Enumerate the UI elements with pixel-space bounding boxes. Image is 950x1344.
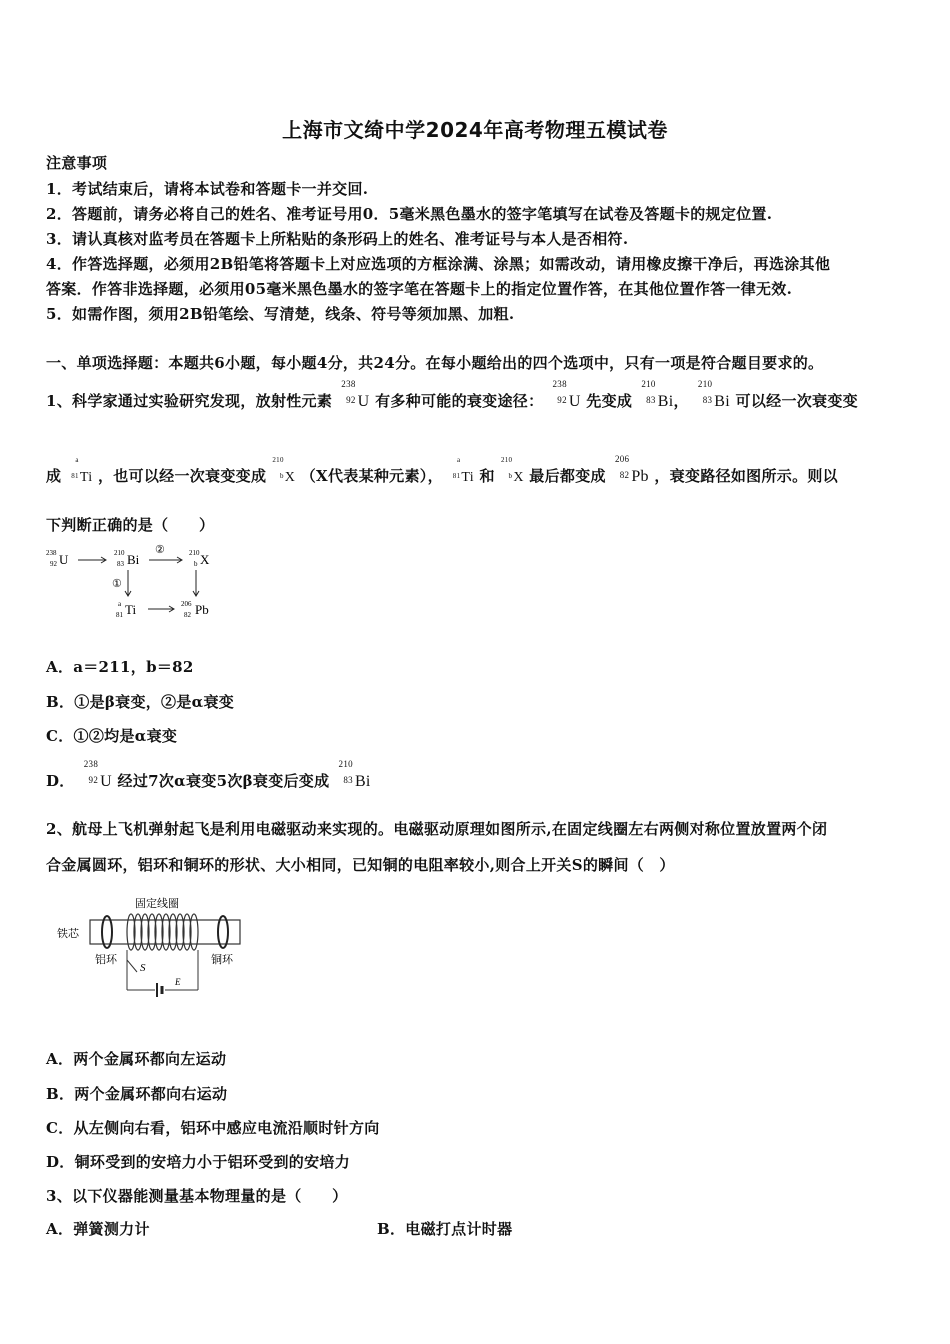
q2-option-b[interactable]: B．两个金属环都向右运动 bbox=[46, 1085, 228, 1103]
notice-item: 3．请认真核对监考员在答题卡上所粘贴的条形码上的姓名、准考证号与本人是否相符. bbox=[46, 230, 629, 248]
diagram-ti-sym: Ti bbox=[125, 602, 137, 617]
q2-option-c[interactable]: C．从左侧向右看，铝环中感应电流沿顺时针方向 bbox=[46, 1119, 380, 1137]
q2-line1: 2、航母上飞机弹射起飞是利用电磁驱动来实现的。电磁驱动原理如图所示,在固定线圈左右两侧对称位置放置两个闭 bbox=[46, 820, 828, 838]
q2-option-d[interactable]: D．铜环受到的安培力小于铝环受到的安培力 bbox=[46, 1153, 351, 1171]
diagram-u-sym: U bbox=[59, 552, 69, 567]
copper-ring bbox=[218, 916, 228, 948]
isotope-u238: 238 92 U bbox=[552, 379, 581, 410]
diagram-bi-z: 83 bbox=[117, 560, 124, 568]
q1-option-b[interactable]: B．①是β衰变，②是α衰变 bbox=[46, 693, 235, 711]
diagram-x-sym: X bbox=[200, 552, 210, 567]
isotope-ti: a 81 Ti bbox=[71, 456, 93, 485]
diagram-u-mass: 238 bbox=[46, 549, 57, 557]
core-label: 铁芯 bbox=[57, 928, 79, 940]
diagram-bi-mass: 210 bbox=[114, 549, 125, 557]
diagram-pb-sym: Pb bbox=[195, 602, 209, 617]
diagram-ti-z: 81 bbox=[116, 611, 123, 619]
q1-line1: 1、科学家通过实验研究发现，放射性元素 238 92 U 有多种可能的衰变途径： 238 92 U 先变成 210 83 Bi， 210 83 Bi 可以经一次衰变变 bbox=[46, 379, 858, 410]
q1-option-c[interactable]: C．①②均是α衰变 bbox=[46, 727, 178, 745]
notice-item: 5．如需作图，须用2B铅笔绘、写清楚，线条、符号等须加黑、加粗. bbox=[46, 305, 515, 323]
isotope-ti: a 81 Ti bbox=[452, 456, 474, 485]
diagram-ti-mass: a bbox=[118, 600, 122, 608]
isotope-bi210: 210 83 Bi bbox=[641, 379, 674, 410]
isotope-bi210: 210 83 Bi bbox=[338, 759, 371, 790]
page-title: 上海市文绮中学2024年高考物理五模试卷 bbox=[282, 118, 668, 142]
aluminum-ring bbox=[102, 916, 112, 948]
coil-label: 固定线圈 bbox=[135, 898, 179, 910]
notice-item: 答案．作答非选择题，必须用05毫米黑色墨水的签字笔在答题卡上的指定位置作答，在其他位置作答一律无效. bbox=[46, 280, 793, 298]
diagram-pb-mass: 206 bbox=[181, 600, 192, 608]
diagram-x-z: b bbox=[194, 560, 198, 568]
battery-label: E bbox=[175, 977, 181, 987]
notice-heading: 注意事项 bbox=[46, 154, 108, 172]
step1-label: ① bbox=[112, 578, 122, 590]
q1-option-a[interactable]: A．a＝211，b＝82 bbox=[46, 658, 194, 676]
section-heading: 一、单项选择题：本题共6小题，每小题4分，共24分。在每小题给出的四个选项中，只有一项是符合题目要求的。 bbox=[46, 354, 824, 372]
al-label: 铝环 bbox=[95, 954, 117, 966]
step2-label: ② bbox=[155, 544, 165, 556]
q1-line3: 下判断正确的是（ ） bbox=[46, 516, 215, 534]
isotope-x: 210 b X bbox=[272, 456, 296, 485]
isotope-bi210: 210 83 Bi bbox=[697, 379, 731, 410]
isotope-u238: 238 92 U bbox=[341, 379, 370, 410]
q3-option-b[interactable]: B．电磁打点计时器 bbox=[377, 1220, 513, 1238]
switch-label: S bbox=[140, 962, 146, 974]
diagram-bi-sym: Bi bbox=[127, 552, 140, 567]
diagram-pb-z: 82 bbox=[184, 611, 191, 619]
isotope-x: 210 b X bbox=[500, 456, 524, 485]
diagram-u-z: 92 bbox=[50, 560, 57, 568]
q2-line2: 合金属圆环，铝环和铜环的形状、大小相同，已知铜的电阻率较小,则合上开关S的瞬间（ ） bbox=[46, 856, 675, 874]
q1-line2: 成 a 81 Ti ，也可以经一次衰变变成 210 b X （X代表某种元素）， a 81 Ti 和 210 b X 最后都变成 206 82 Pb ，衰变路径如图所示。则以 bbox=[46, 454, 838, 485]
coil-figure bbox=[55, 890, 255, 1000]
notice-item: 1．考试结束后，请将本试卷和答题卡一并交回. bbox=[46, 180, 369, 198]
notice-item: 2．答题前，请务必将自己的姓名、准考证号用0．5毫米黑色墨水的签字笔填写在试卷及答题卡的规定位置. bbox=[46, 205, 773, 223]
decay-diagram bbox=[44, 540, 234, 625]
diagram-x-mass: 210 bbox=[189, 549, 200, 557]
isotope-pb206: 206 82 Pb bbox=[614, 454, 649, 485]
q3-stem: 3、以下仪器能测量基本物理量的是（ ） bbox=[46, 1187, 348, 1205]
circuit-wires bbox=[127, 950, 198, 990]
q1-option-d[interactable]: D． 238 92 U 经过7次α衰变5次β衰变后变成 210 83 Bi bbox=[46, 759, 371, 790]
cu-label: 铜环 bbox=[211, 954, 233, 966]
q2-option-a[interactable]: A．两个金属环都向左运动 bbox=[46, 1050, 227, 1068]
q3-option-a[interactable]: A．弹簧测力计 bbox=[46, 1220, 150, 1238]
isotope-u238: 238 92 U bbox=[83, 759, 112, 790]
notice-item: 4．作答选择题，必须用2B铅笔将答题卡上对应选项的方框涂满、涂黑；如需改动，请用橡皮擦干净后，再选涂其他 bbox=[46, 255, 831, 273]
